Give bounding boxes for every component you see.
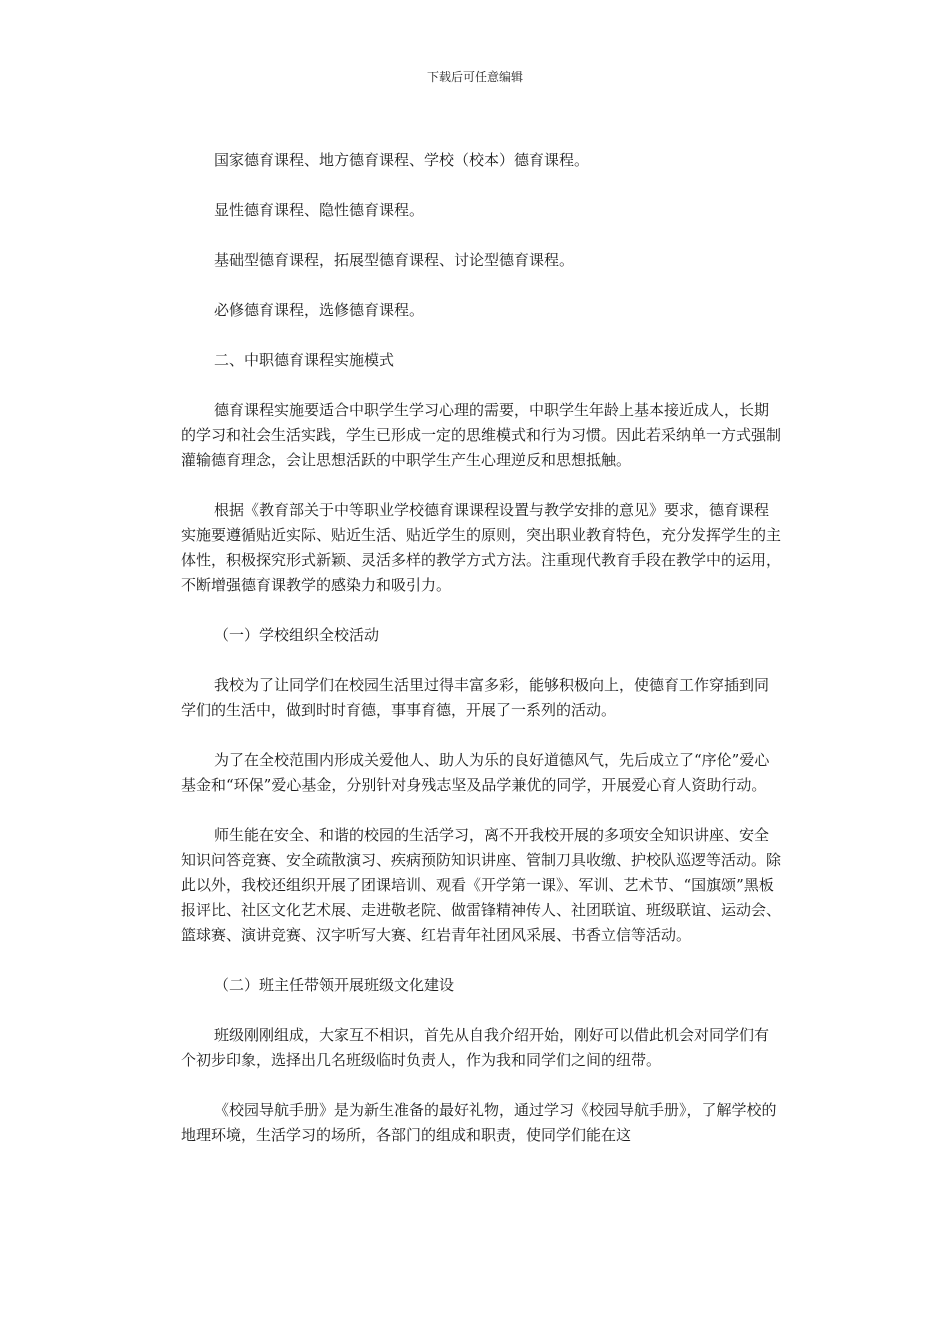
paragraph-implementation-psychology: 德育课程实施要适合中职学生学习心理的需要，中职学生年龄上基本接近成人，长期的学习和社会生活实践，学生已形成一定的思维模式和行为习惯。因此若采纳单一方式强制灌输德育理念，会让思想活跃的中职学生产生心理逆反和思想抵触。	[181, 401, 782, 469]
paragraph-love-fund: 为了在全校范围内形成关爱他人、助人为乐的良好道德风气，先后成立了“序伦”爱心基金和“环保”爱心基金，分别针对身残志坚及品学兼优的同学，开展爱心育人资助行动。	[181, 751, 770, 794]
page-header: 下载后可任意编辑	[426, 70, 523, 84]
paragraph-curriculum-types: 基础型德育课程，拓展型德育课程、讨论型德育课程。	[214, 251, 575, 269]
section-heading-2: 二、中职德育课程实施模式	[214, 351, 395, 369]
paragraph-implementation-policy: 根据《教育部关于中等职业学校德育课课程设置与教学安排的意见》要求，德育课程实施要遵循贴近实际、贴近生活、贴近学生的原则，突出职业教育特色，充分发挥学生的主体性，积极探究形式新颖、灵活多样的教学方式方法。注重现代教育手段在教学中的运用，不断增强德育课教学的感染力和吸引力。	[181, 501, 782, 594]
document-body	[181, 148, 781, 1148]
paragraph-class-formation: 班级刚刚组成，大家互不相识，首先从自我介绍开始，刚好可以借此机会对同学们有个初步印象，选择出几名班级临时负责人，作为我和同学们之间的纽带。	[181, 1026, 770, 1069]
paragraph-curriculum-visibility: 显性德育课程、隐性德育课程。	[214, 201, 425, 219]
paragraph-curriculum-levels: 国家德育课程、地方德育课程、学校（校本）德育课程。	[214, 151, 590, 169]
subsection-heading-1: （一）学校组织全校活动	[214, 626, 380, 644]
subsection-heading-2: （二）班主任带领开展班级文化建设	[214, 976, 455, 994]
paragraph-curriculum-required: 必修德育课程，选修德育课程。	[214, 301, 425, 319]
paragraph-campus-handbook: 《校园导航手册》是为新生准备的最好礼物，通过学习《校园导航手册》，了解学校的地理环境，生活学习的场所，各部门的组成和职责，使同学们能在这	[181, 1101, 777, 1144]
paragraph-safety-activities: 师生能在安全、和谐的校园的生活学习，离不开我校开展的多项安全知识讲座、安全知识问答竞赛、安全疏散演习、疾病预防知识讲座、管制刀具收缴、护校队巡逻等活动。除此以外，我校还组织开展了团课培训、观看《开学第一课》、军训、艺术节、“国旗颂”黑板报评比、社区文化艺术展、走进敬老院、做雷锋精神传人、社团联谊、班级联谊、运动会、篮球赛、演讲竞赛、汉字听写大赛、红岩青年社团风采展、书香立信等活动。	[181, 826, 782, 944]
paragraph-school-activities: 我校为了让同学们在校园生活里过得丰富多彩，能够积极向上，使德育工作穿插到同学们的生活中，做到时时育德，事事育德，开展了一系列的活动。	[181, 676, 770, 719]
